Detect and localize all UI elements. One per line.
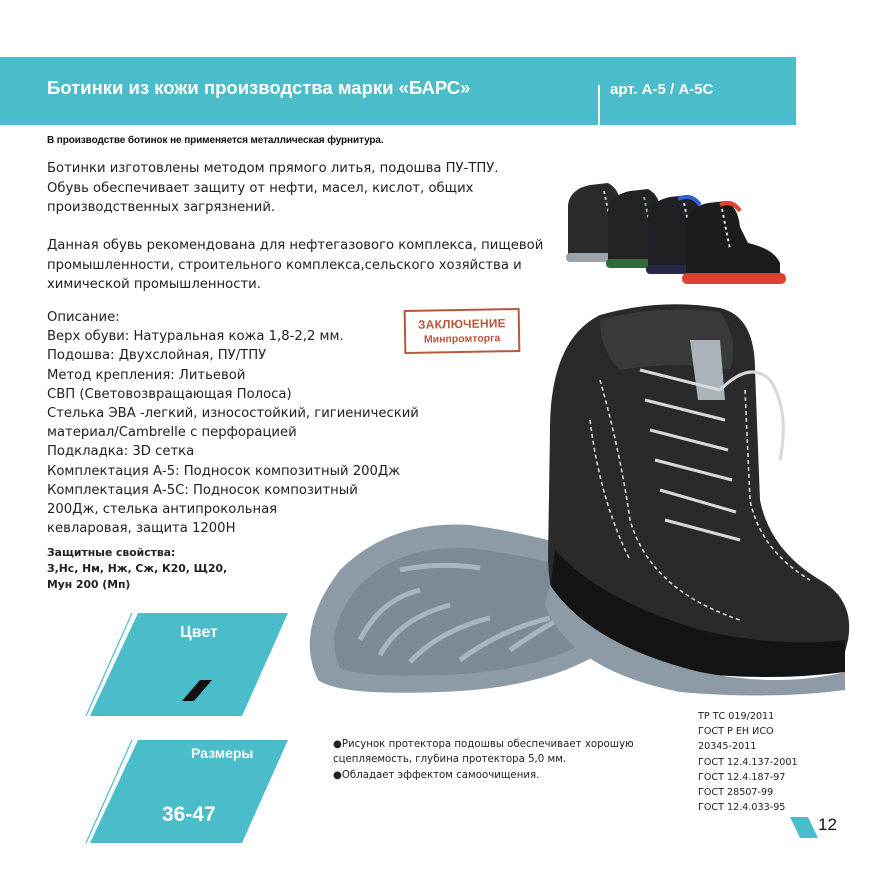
recommend-paragraph [47, 236, 567, 295]
protective-line: Защитные свойства: [47, 546, 176, 559]
standard-item: ГОСТ Р ЕН ИСО [698, 726, 774, 738]
header-divider [598, 85, 600, 125]
main-boot-photo [300, 300, 860, 700]
standards-list [698, 709, 798, 815]
feature-line: ●Рисунок протектора подошвы обеспечивает хорошую [333, 739, 634, 750]
page-number-marker [790, 817, 820, 839]
boot-variant-red [682, 201, 786, 284]
page-title: Ботинки из кожи производства марки «БАРС» [47, 77, 471, 98]
size-panel [90, 740, 290, 845]
header-banner [0, 57, 796, 125]
intro-paragraph [47, 159, 567, 218]
article-number: арт. А-5 / А-5С [610, 81, 714, 98]
description-line: Метод крепления: Литьевой [47, 367, 246, 383]
recommend-line: химической промышленности. [47, 277, 261, 292]
standard-item: ГОСТ 12.4.137-2001 [698, 756, 798, 768]
description-line: СВП (Световозвращающая Полоса) [47, 386, 292, 402]
description-line: Подкладка: 3D сетка [47, 444, 195, 460]
stamp-line-2: Минпромторга [423, 332, 501, 346]
page-number: 12 [818, 815, 837, 834]
recommend-line: Данная обувь рекомендована для нефтегазового комплекса, пищевой [47, 238, 544, 253]
description-line: 200Дж, стелька антипрокольная [47, 502, 278, 518]
recommend-line: промышленности, строительного комплекса,сельского хозяйства и [47, 257, 522, 273]
boot-body [545, 304, 849, 695]
standard-item: ГОСТ 28507-99 [698, 787, 774, 799]
size-range: 36-47 [162, 803, 216, 826]
standard-item: ГОСТ 12.4.033-95 [698, 802, 786, 814]
protective-properties [47, 545, 227, 593]
standard-item: ТР ТС 019/2011 [698, 711, 775, 722]
protective-line: З,Нс, Нм, Нж, Сж, К20, Щ20, [47, 562, 228, 575]
description-line: материал/Cambrelle с перфорацией [47, 425, 297, 441]
standard-item: ГОСТ 12.4.187-97 [698, 771, 786, 783]
description-line: Комплектация А-5С: Подносок композитный [47, 482, 358, 498]
intro-line: производственных загрязнений. [47, 200, 276, 215]
feature-line: ●Обладает эффектом самоочищения. [333, 769, 540, 781]
feature-line: сцепляемость, глубина протектора 5,0 мм. [333, 754, 567, 766]
stamp-line-1: ЗАКЛЮЧЕНИЕ [417, 316, 506, 332]
standard-item: 20345-2011 [698, 741, 757, 753]
fittings-note: В производстве ботинок не применяется металлическая фурнитура. [47, 135, 384, 146]
size-label: Размеры [191, 745, 254, 761]
size-panel-bg [90, 740, 288, 843]
description-line: Комплектация А-5: Подносок композитный 200Дж [47, 463, 401, 479]
description-line: Стелька ЭВА -легкий, износостойкий, гигиенический [47, 406, 419, 422]
sole-features [333, 737, 634, 783]
intro-line: Обувь обеспечивает защиту от нефти, масел, кислот, общих [47, 180, 474, 196]
protective-line: Мун 200 (Мп) [47, 578, 131, 591]
description-line: кевларовая, защита 1200Н [47, 521, 236, 537]
intro-line: Ботинки изготовлены методом прямого литья, подошва ПУ-ТПУ. [47, 161, 499, 176]
description-line: Описание: [47, 310, 120, 325]
color-label: Цвет [180, 624, 218, 641]
description-line: Верх обуви: Натуральная кожа 1,8-2,2 мм. [47, 329, 344, 345]
boot-variants-photo [560, 165, 800, 300]
description-line: Подошва: Двухслойная, ПУ/ТПУ [47, 348, 267, 364]
